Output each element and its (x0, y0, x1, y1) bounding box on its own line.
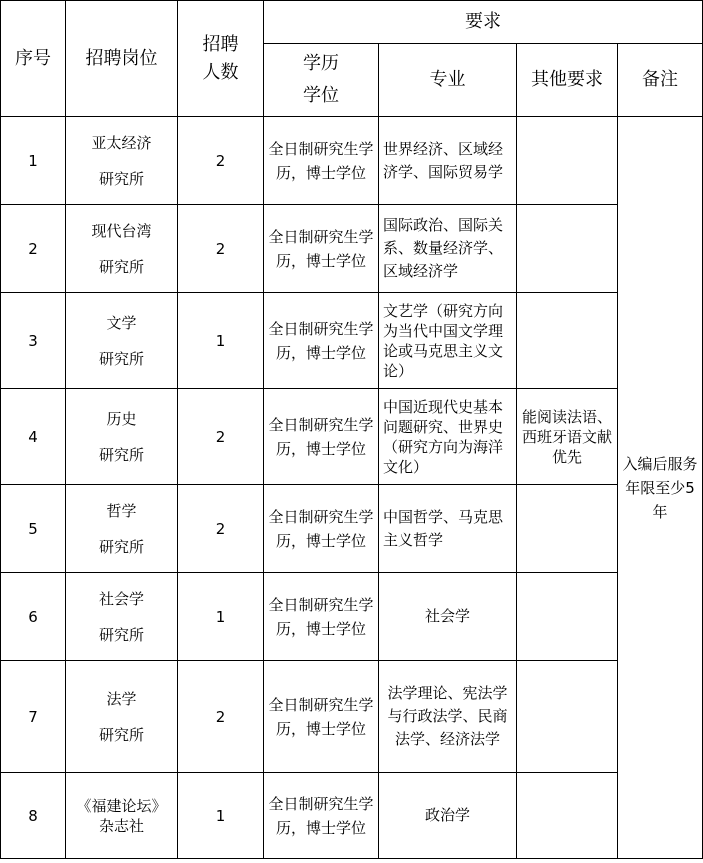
row-seq: 4 (1, 389, 66, 485)
row-dept (66, 573, 178, 661)
dept-line1: 社会学 (98, 589, 144, 608)
table-row (1, 117, 703, 205)
row-major: 国际政治、国际关系、数量经济学、区域经济学 (379, 205, 517, 293)
header-count (178, 1, 264, 117)
header-count-line1: 招聘 (202, 33, 239, 55)
row-degree: 全日制研究生学历，博士学位 (264, 389, 379, 485)
header-degree-line1: 学历 (303, 53, 339, 74)
row-degree: 全日制研究生学历，博士学位 (264, 773, 379, 859)
row-dept (66, 205, 178, 293)
row-count: 2 (178, 117, 264, 205)
row-seq: 7 (1, 661, 66, 773)
header-major: 专业 (379, 44, 517, 117)
header-row-1 (1, 1, 703, 44)
row-major: 世界经济、区域经济学、国际贸易学 (379, 117, 517, 205)
row-other (517, 117, 618, 205)
row-dept (66, 661, 178, 773)
row-major: 社会学 (379, 573, 517, 661)
row-degree: 全日制研究生学历，博士学位 (264, 293, 379, 389)
row-dept (66, 773, 178, 859)
table-row (1, 205, 703, 293)
row-degree: 全日制研究生学历，博士学位 (264, 205, 379, 293)
row-seq: 8 (1, 773, 66, 859)
table-row (1, 773, 703, 859)
dept-line2: 研究所 (98, 169, 144, 188)
row-other: 能阅读法语、西班牙语文献优先 (517, 389, 618, 485)
remark-cell: 入编后服务年限至少5年 (618, 117, 703, 859)
dept-line1: 历史 (106, 409, 137, 428)
row-degree: 全日制研究生学历，博士学位 (264, 573, 379, 661)
row-other (517, 661, 618, 773)
dept-line1: 文学 (106, 313, 137, 332)
dept-line1: 亚太经济 (91, 133, 152, 152)
row-dept (66, 293, 178, 389)
row-count: 2 (178, 205, 264, 293)
header-degree (264, 44, 379, 117)
row-count: 2 (178, 661, 264, 773)
header-other: 其他要求 (517, 44, 618, 117)
table-row (1, 389, 703, 485)
row-degree: 全日制研究生学历，博士学位 (264, 485, 379, 573)
row-other (517, 485, 618, 573)
dept-line2: 研究所 (98, 625, 144, 644)
row-seq: 1 (1, 117, 66, 205)
dept-line1: 《福建论坛》 (76, 796, 167, 815)
row-count: 2 (178, 389, 264, 485)
header-remark: 备注 (618, 44, 703, 117)
row-major: 文艺学（研究方向为当代中国文学理论或马克思主义文论） (379, 293, 517, 389)
table-row (1, 661, 703, 773)
row-dept (66, 389, 178, 485)
table-row (1, 485, 703, 573)
row-major: 法学理论、宪法学与行政法学、民商法学、经济法学 (379, 661, 517, 773)
dept-line2: 研究所 (98, 445, 144, 464)
row-other (517, 573, 618, 661)
dept-line1: 现代台湾 (91, 221, 152, 240)
row-major: 中国哲学、马克思主义哲学 (379, 485, 517, 573)
header-position: 招聘岗位 (66, 1, 178, 117)
dept-line2: 研究所 (98, 537, 144, 556)
table-row (1, 573, 703, 661)
header-degree-line2: 学位 (303, 85, 339, 106)
row-degree: 全日制研究生学历，博士学位 (264, 661, 379, 773)
row-other (517, 205, 618, 293)
dept-line1: 法学 (106, 689, 137, 708)
row-seq: 3 (1, 293, 66, 389)
header-count-line2: 人数 (202, 61, 239, 83)
row-dept (66, 117, 178, 205)
row-seq: 2 (1, 205, 66, 293)
row-seq: 6 (1, 573, 66, 661)
row-dept (66, 485, 178, 573)
row-count: 1 (178, 773, 264, 859)
row-major: 中国近现代史基本问题研究、世界史（研究方向为海洋文化） (379, 389, 517, 485)
dept-line2: 研究所 (98, 349, 144, 368)
row-count: 2 (178, 485, 264, 573)
row-major: 政治学 (379, 773, 517, 859)
header-requirements: 要求 (264, 1, 703, 44)
dept-line1: 哲学 (106, 501, 137, 520)
dept-line2: 杂志社 (98, 816, 144, 835)
row-degree: 全日制研究生学历，博士学位 (264, 117, 379, 205)
dept-line2: 研究所 (98, 257, 144, 276)
dept-line2: 研究所 (98, 725, 144, 744)
table-row (1, 293, 703, 389)
row-other (517, 293, 618, 389)
row-count: 1 (178, 293, 264, 389)
row-seq: 5 (1, 485, 66, 573)
row-count: 1 (178, 573, 264, 661)
header-seq: 序号 (1, 1, 66, 117)
row-other (517, 773, 618, 859)
